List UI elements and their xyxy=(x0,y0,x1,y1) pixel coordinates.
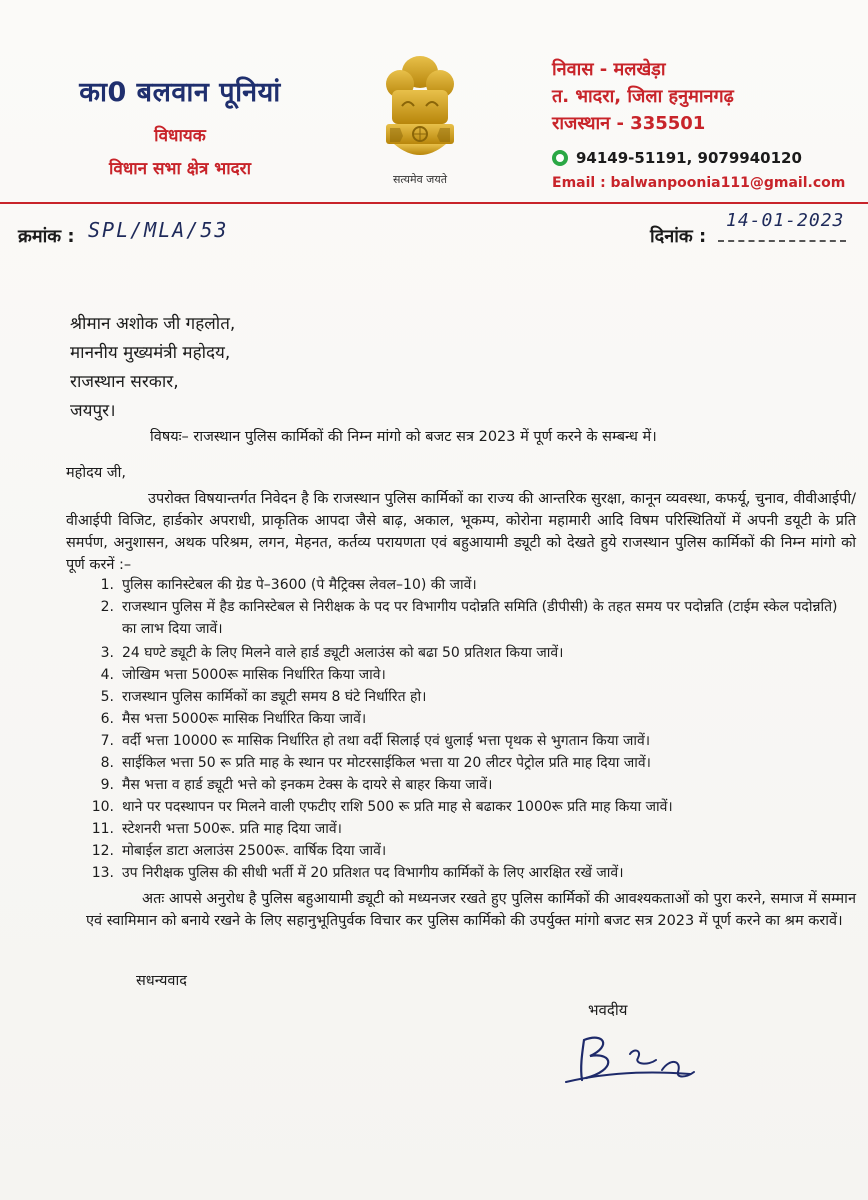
national-emblem-icon xyxy=(372,50,468,168)
list-item: 7. वर्दी भत्ता 10000 रू मासिक निर्धारित हो तथा वर्दी सिलाई एवं धुलाई भत्ता पृथक से भुगतान किया जावें। xyxy=(100,733,651,749)
closing-paragraph: अतः आपसे अनुरोध है पुलिस बहुआयामी ड्यूटी को मध्यनजर रखते हुए पुलिस कार्मिकों की आवश्यकताओं को पुरा करने, समाज में सम्मान एवं स्वामिमान को बनाये रखने के लिए सहानुभूतिपुर्वक विचार कर पुलिस कार्मिको की उपर्युक्त मांगो बजट सत्र 2023 में पूर्ण करने का श्रम करावें। xyxy=(86,891,856,929)
list-item: 2. राजस्थान पुलिस में हैड कानिस्टेबल से निरीक्षक के पद पर विभागीय पदोन्नति समिति (डीपीसी) के तहत समय पर पदोन्नति (टाईम स्केल पदोन्नति) का लाभ दिया जावें। xyxy=(100,599,838,637)
reference-row xyxy=(18,210,848,252)
list-item: 10. थाने पर पदस्थापन पर मिलने वाली एफटीए राशि 500 रू प्रति माह से बढाकर 1000रू प्रति माह किया जावें। xyxy=(91,799,673,815)
thanks-line: सधन्यवाद xyxy=(136,973,187,989)
salutation: महोदय जी, xyxy=(66,465,126,481)
addressee-line: माननीय मुख्यमंत्री महोदय, xyxy=(70,343,231,363)
list-item: 13. उप निरीक्षक पुलिस की सीधी भर्ती में 20 प्रतिशत पद विभागीय कार्मिकों के लिए आरक्षित रखें जावें। xyxy=(91,865,624,881)
constituency: विधान सभा क्षेत्र भादरा xyxy=(108,159,252,179)
date-label: दिनांक : xyxy=(650,226,707,247)
email-address: Email : balwanpoonia111@gmail.com xyxy=(552,175,846,191)
phone-line xyxy=(552,149,852,167)
addressee-block xyxy=(70,310,235,426)
reference-label: क्रमांक : xyxy=(18,226,75,247)
demands-list xyxy=(66,574,856,884)
mla-name: का0 बलवान पूनियां xyxy=(79,77,281,108)
addressee-line: श्रीमान अशोक जी गहलोत, xyxy=(70,314,236,334)
reference-number: SPL/MLA/53 xyxy=(88,218,229,242)
letterhead-right xyxy=(552,56,852,191)
letterhead-left xyxy=(50,72,310,179)
address-line-1: निवास - मलखेड़ा xyxy=(552,59,666,80)
list-item: 1. पुलिस कानिस्टेबल की ग्रेड पे–3600 (पे मैट्रिक्स लेवल–10) की जावें। xyxy=(100,577,477,593)
intro-paragraph: उपरोक्त विषयान्तर्गत निवेदन है कि राजस्थान पुलिस कार्मिकों का राज्य की आन्तरिक सुरक्षा, कानून व्यवस्था, कफर्यू, चुनाव, वीवीआईपी/वीआईपी विजिट, हार्डकोर अपराधी, प्राकृतिक आपदा जैसे बाढ़, अकाल, भूकम्प, कोरोना महामारी आदि विषम परिस्थितियों में अपनी डयूटी के प्रति समर्पण, अनुशासन, अथक परिश्रम, लगन, मेहनत, कर्तव्य परायणता एवं बहुआयामी ड्यूटी को देखते हुये राजस्थान पुलिस कार्मिकों की निम्न मांगो को पूर्ण करनें :– xyxy=(66,491,856,573)
address-line-2: त. भादरा, जिला हनुमानगढ़ xyxy=(552,86,734,107)
list-item: 6. मैस भत्ता 5000रू मासिक निर्धारित किया जावें। xyxy=(100,711,367,727)
date-value: 14-01-2023 xyxy=(726,210,845,231)
letter-subject: विषयः– राजस्थान पुलिस कार्मिकों की निम्न मांगो को बजट सत्र 2023 में पूर्ण करने के सम्बन्ध में। xyxy=(150,429,657,445)
header-divider xyxy=(0,202,868,204)
list-item: 8. साईकिल भत्ता 50 रू प्रति माह के स्थान पर मोटरसाईकिल भत्ता या 20 लीटर पेट्रोल प्रति माह दिया जावें। xyxy=(100,755,651,771)
phone-numbers: 94149-51191, 9079940120 xyxy=(576,149,802,167)
date-underline xyxy=(718,240,846,242)
addressee-line: जयपुर। xyxy=(70,401,116,421)
mla-designation: विधायक xyxy=(154,126,206,146)
addressee-line: राजस्थान सरकार, xyxy=(70,372,179,392)
list-item: 12. मोबाईल डाटा अलाउंस 2500रू. वार्षिक दिया जावें। xyxy=(91,843,387,859)
list-item: 5. राजस्थान पुलिस कार्मिकों का ड्यूटी समय 8 घंटे निर्धारित हो। xyxy=(100,689,427,705)
list-item: 3. 24 घण्टे ड्यूटी के लिए मिलने वाले हार्ड ड्यूटी अलाउंस को बढा 50 प्रतिशत किया जावें। xyxy=(100,645,564,661)
list-item: 9. मैस भत्ता व हार्ड ड्यूटी भत्ते को इनकम टेक्स के दायरे से बाहर किया जावें। xyxy=(100,777,493,793)
address-line-3: राजस्थान - 335501 xyxy=(552,113,706,134)
emblem-motto: सत्यमेव जयते xyxy=(392,173,447,186)
sign-off: भवदीय xyxy=(588,1001,628,1019)
list-item: 11. स्टेशनरी भत्ता 500रू. प्रति माह दिया जावें। xyxy=(91,821,342,837)
signature-image xyxy=(560,1024,720,1094)
list-item: 4. जोखिम भत्ता 5000रू मासिक निर्धारित किया जावे। xyxy=(100,667,386,683)
whatsapp-icon xyxy=(552,150,568,166)
